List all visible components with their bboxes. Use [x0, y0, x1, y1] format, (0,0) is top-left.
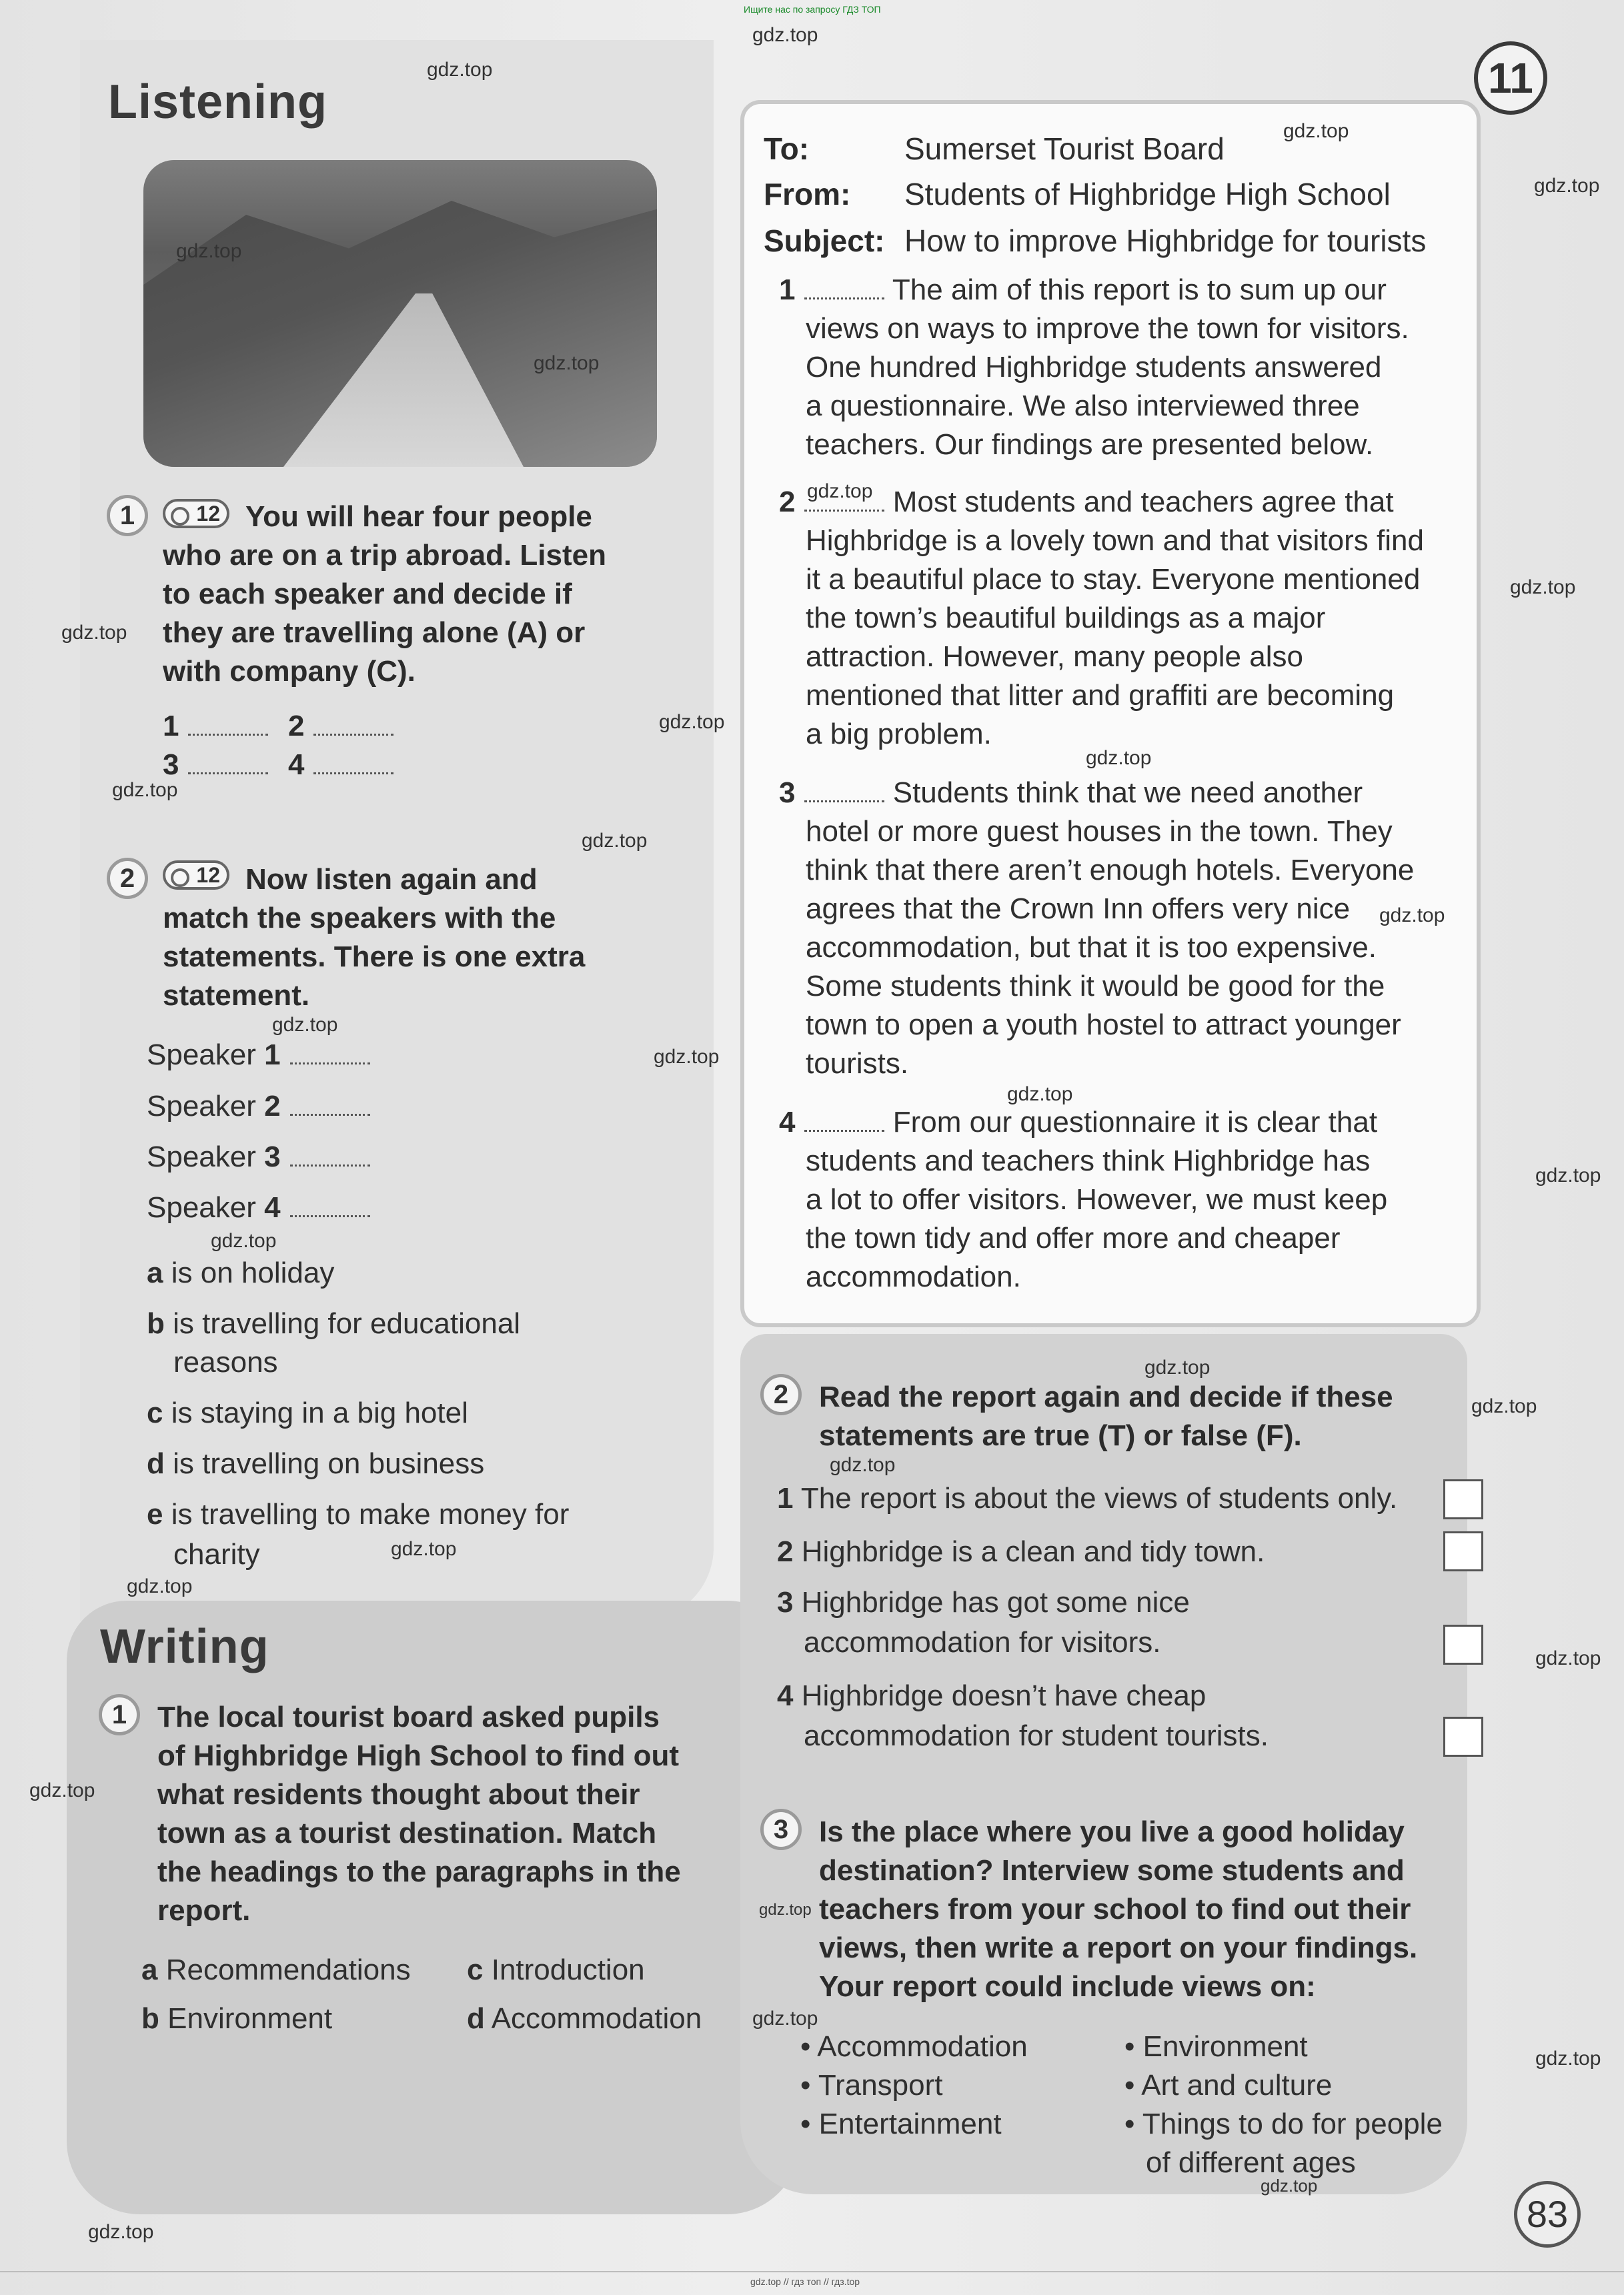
statement-text: Highbridge is a clean and tidy town. — [801, 1535, 1265, 1568]
paragraph-text: Most students and teachers agree that — [892, 486, 1394, 518]
paragraph-line: agrees that the Crown Inn offers very nice — [806, 892, 1351, 925]
option-letter: e — [147, 1498, 163, 1531]
speaker-number: 1 — [264, 1038, 281, 1071]
speaker-row[interactable] — [147, 1138, 370, 1177]
writing-task1-number: 1 — [99, 1694, 140, 1735]
option-b-continued: reasons — [173, 1346, 278, 1379]
paragraph-line: attraction. However, many people also — [806, 640, 1303, 673]
right-task3-line: destination? Interview some students and — [819, 1854, 1405, 1887]
cd-track-icon: 12 — [163, 860, 229, 890]
speaker-label: Speaker — [147, 1038, 256, 1071]
bullet-text: Environment — [1142, 2030, 1308, 2063]
writing-task1-line: the headings to the paragraphs in the — [157, 1855, 681, 1888]
heading-text: Introduction — [491, 1954, 645, 1986]
right-task3-number: 3 — [760, 1809, 802, 1850]
writing-task1-line: The local tourist board asked pupils — [157, 1701, 660, 1733]
answer-blank[interactable] — [188, 768, 268, 774]
statement-text: Highbridge has got some nice — [801, 1586, 1190, 1619]
statement-number: 2 — [777, 1535, 794, 1568]
statement-text: The report is about the views of students only. — [800, 1482, 1398, 1515]
option-c — [147, 1394, 468, 1433]
report-from-label: From: — [764, 177, 851, 211]
statement-3-continued: accommodation for visitors. — [804, 1626, 1161, 1659]
paragraph-number: 1 — [779, 273, 796, 306]
paragraph-text: From our questionnaire it is clear that — [892, 1106, 1378, 1138]
answer-label: 4 — [288, 748, 305, 781]
statement-number: 3 — [777, 1586, 794, 1619]
option-text: is travelling on business — [173, 1447, 485, 1480]
paragraph-3-first-line[interactable] — [779, 774, 1363, 812]
watermark: gdz.top — [211, 1230, 277, 1252]
listening-task2-line: match the speakers with the — [163, 902, 556, 934]
paragraph-line: hotel or more guest houses in the town. They — [806, 815, 1393, 848]
listening-task1-line: to each speaker and decide if — [163, 578, 572, 610]
watermark: gdz.top — [654, 1046, 720, 1068]
paragraph-line: think that there aren’t enough hotels. Everyone — [806, 854, 1415, 886]
paragraph-text: Students think that we need another — [892, 776, 1363, 809]
top-caption: Ищите нас по запросу ГДЗ ТОП — [744, 4, 881, 15]
paragraph-text: The aim of this report is to sum up our — [892, 273, 1387, 306]
option-letter: d — [147, 1447, 165, 1480]
right-task2-number: 2 — [760, 1374, 802, 1415]
option-a — [147, 1254, 334, 1293]
true-false-box[interactable] — [1443, 1479, 1483, 1519]
heading-letter: a — [141, 1954, 158, 1986]
statement-4 — [777, 1677, 1206, 1715]
heading-text: Environment — [167, 2002, 333, 2035]
report-to-value: Sumerset Tourist Board — [904, 131, 1225, 166]
writing-task1-line: report. — [157, 1894, 251, 1927]
paragraph-line: One hundred Highbridge students answered — [806, 351, 1382, 384]
paragraph-line: a questionnaire. We also interviewed three — [806, 390, 1360, 422]
answer-slot[interactable] — [288, 746, 393, 784]
paragraph-number: 4 — [779, 1106, 796, 1138]
heading-option — [141, 2000, 332, 2038]
watermark: gdz.top — [1086, 747, 1152, 769]
statement-4-continued: accommodation for student tourists. — [804, 1719, 1269, 1752]
listening-task2-number: 2 — [107, 858, 148, 899]
paragraph-line: mentioned that litter and graffiti are becoming — [806, 679, 1395, 712]
paragraph-line: a lot to offer visitors. However, we must keep — [806, 1183, 1388, 1216]
right-task2-line: statements are true (T) or false (F). — [819, 1419, 1302, 1452]
answer-label: 1 — [163, 710, 179, 742]
option-text: is staying in a big hotel — [171, 1397, 468, 1429]
watermark: gdz.top — [1007, 1083, 1073, 1105]
option-e-continued: charity — [173, 1538, 260, 1571]
option-text: is travelling for educational — [173, 1307, 521, 1340]
watermark: gdz.top — [88, 2221, 154, 2243]
cd-track-icon: 12 — [163, 499, 229, 528]
bullet-text: Things to do for people — [1142, 2108, 1443, 2140]
paragraph-4-first-line[interactable] — [779, 1103, 1377, 1142]
paragraph-number: 3 — [779, 776, 796, 809]
answer-label: 2 — [288, 710, 305, 742]
right-task3-line: Your report could include views on: — [819, 1970, 1316, 2003]
speaker-blank[interactable] — [290, 1160, 370, 1167]
paragraph-line: a big problem. — [806, 718, 992, 750]
listening-task2-line: statements. There is one extra — [163, 940, 586, 973]
speaker-row[interactable] — [147, 1087, 370, 1126]
watermark: gdz.top — [534, 352, 600, 374]
writing-task1-line: what residents thought about their — [157, 1778, 640, 1811]
watermark: gdz.top — [1535, 1165, 1601, 1187]
unit-number-badge: 11 — [1474, 41, 1547, 115]
paragraph-heading-blank[interactable] — [804, 293, 884, 299]
watermark: gdz.top — [272, 1014, 338, 1036]
paragraph-heading-blank[interactable] — [804, 1125, 884, 1132]
paragraph-line: town to open a youth hostel to attract younger — [806, 1008, 1401, 1041]
option-text: is on holiday — [171, 1257, 335, 1289]
paragraph-line: the town tidy and offer more and cheaper — [806, 1222, 1341, 1255]
speaker-blank[interactable] — [290, 1211, 370, 1217]
watermark: gdz.top — [1283, 120, 1349, 142]
watermark: gdz.top — [1261, 2176, 1318, 2196]
watermark: gdz.top — [176, 240, 242, 262]
watermark: gdz.top — [391, 1538, 457, 1560]
speaker-row[interactable] — [147, 1189, 370, 1227]
bullet-item: • Environment — [1124, 2030, 1308, 2063]
speaker-row[interactable] — [147, 1036, 370, 1074]
watermark: gdz.top — [582, 830, 648, 852]
speaker-blank[interactable] — [290, 1058, 370, 1064]
watermark: gdz.top — [752, 2008, 818, 2030]
paragraph-heading-blank[interactable] — [804, 796, 884, 802]
right-task3-line: views, then write a report on your findings. — [819, 1932, 1418, 1964]
great-wall-photo — [143, 160, 657, 467]
option-d — [147, 1445, 484, 1483]
heading-letter: d — [467, 2002, 485, 2035]
writing-task1-line: town as a tourist destination. Match — [157, 1817, 657, 1849]
paragraph-line: tourists. — [806, 1047, 909, 1080]
option-letter: c — [147, 1397, 163, 1429]
listening-task1-line: who are on a trip abroad. Listen — [163, 539, 606, 572]
page-bottom-divider — [0, 2271, 1624, 2272]
answer-blank[interactable] — [313, 768, 393, 774]
bullet-item: • Things to do for people — [1124, 2108, 1443, 2140]
watermark: gdz.top — [427, 59, 493, 81]
speaker-blank[interactable] — [290, 1109, 370, 1116]
option-text: is travelling to make money for — [171, 1498, 570, 1531]
paragraph-line: Highbridge is a lovely town and that visitors find — [806, 524, 1424, 557]
watermark: gdz.top — [1535, 1647, 1601, 1669]
bullet-item: • Transport — [800, 2069, 943, 2102]
heading-option — [141, 1951, 411, 1990]
bullet-text: Accommodation — [817, 2030, 1028, 2063]
watermark: gdz.top — [29, 1779, 95, 1801]
paragraph-line: accommodation, but that it is too expensive. — [806, 931, 1377, 964]
option-letter: a — [147, 1257, 163, 1289]
speaker-label: Speaker — [147, 1140, 256, 1173]
watermark: gdz.top — [752, 24, 818, 46]
true-false-box[interactable] — [1443, 1717, 1483, 1757]
watermark: gdz.top — [759, 1901, 812, 1919]
option-b — [147, 1305, 520, 1343]
paragraph-number: 2 — [779, 486, 796, 518]
statement-1 — [777, 1479, 1397, 1518]
report-from-value: Students of Highbridge High School — [904, 177, 1391, 211]
answer-blank[interactable] — [313, 729, 393, 736]
speaker-number: 3 — [264, 1140, 281, 1173]
listening-task2-line: Now listen again and — [245, 863, 538, 896]
option-e — [147, 1495, 569, 1534]
watermark: gdz.top — [807, 480, 873, 502]
listening-task1-line: You will hear four people — [245, 500, 592, 533]
speaker-number: 4 — [264, 1191, 281, 1224]
watermark: gdz.top — [127, 1575, 193, 1597]
bullet-item-continued: of different ages — [1146, 2146, 1356, 2179]
paragraph-line: Some students think it would be good for the — [806, 970, 1385, 1002]
writing-task1-line: of Highbridge High School to find out — [157, 1739, 680, 1772]
watermark: gdz.top — [61, 622, 127, 644]
heading-option — [467, 2000, 702, 2038]
paragraph-heading-blank[interactable] — [804, 505, 884, 512]
statement-number: 4 — [777, 1679, 794, 1712]
paragraph-line: students and teachers think Highbridge has — [806, 1144, 1371, 1177]
right-task2-line: Read the report again and decide if these — [819, 1381, 1393, 1413]
statement-number: 1 — [777, 1482, 794, 1515]
answer-slot[interactable] — [163, 746, 268, 784]
speaker-label: Speaker — [147, 1090, 256, 1122]
heading-text: Recommendations — [165, 1954, 411, 1986]
paragraph-line: teachers. Our findings are presented below. — [806, 428, 1374, 461]
heading-option — [467, 1951, 645, 1990]
bullet-text: Art and culture — [1141, 2069, 1333, 2102]
right-task3-line: Is the place where you live a good holiday — [819, 1815, 1405, 1848]
answer-blank[interactable] — [188, 729, 268, 736]
watermark: gdz.top — [1471, 1395, 1537, 1417]
bullet-text: Transport — [818, 2069, 943, 2102]
watermark: gdz.top — [1510, 576, 1576, 598]
speaker-label: Speaker — [147, 1191, 256, 1224]
bottom-caption: gdz.top // гдз топ // гдз.top — [750, 2276, 860, 2287]
statement-2 — [777, 1533, 1265, 1571]
listening-task2-line: statement. — [163, 979, 310, 1012]
true-false-box[interactable] — [1443, 1531, 1483, 1571]
report-subject-label: Subject: — [764, 223, 885, 258]
listening-task1-line: with company (C). — [163, 655, 416, 688]
page-number: 83 — [1514, 2181, 1581, 2248]
statement-3 — [777, 1583, 1190, 1622]
listening-task1-line: they are travelling alone (A) or — [163, 616, 586, 649]
report-subject-value: How to improve Highbridge for tourists — [904, 223, 1427, 258]
paragraph-line: views on ways to improve the town for visitors. — [806, 312, 1409, 345]
report-to-label: To: — [764, 131, 810, 166]
bullet-item: • Art and culture — [1124, 2069, 1333, 2102]
paragraph-line: it a beautiful place to stay. Everyone mentioned — [806, 563, 1421, 596]
bullet-item: • Accommodation — [800, 2030, 1028, 2063]
answer-slot[interactable] — [163, 707, 268, 746]
watermark: gdz.top — [659, 711, 725, 733]
heading-letter: c — [467, 1954, 484, 1986]
statement-text: Highbridge doesn’t have cheap — [801, 1679, 1206, 1712]
heading-letter: b — [141, 2002, 159, 2035]
option-letter: b — [147, 1307, 165, 1340]
bullet-item: • Entertainment — [800, 2108, 1002, 2140]
watermark: gdz.top — [830, 1454, 896, 1476]
paragraph-line: accommodation. — [806, 1261, 1021, 1293]
speaker-number: 2 — [264, 1090, 281, 1122]
writing-title: Writing — [100, 1620, 269, 1673]
listening-title: Listening — [108, 75, 327, 129]
heading-text: Accommodation — [491, 2002, 702, 2035]
true-false-box[interactable] — [1443, 1625, 1483, 1665]
watermark: gdz.top — [1379, 904, 1445, 926]
answer-slot[interactable] — [288, 707, 393, 746]
bullet-text: Entertainment — [818, 2108, 1002, 2140]
watermark: gdz.top — [1535, 2048, 1601, 2070]
paragraph-1-first-line[interactable] — [779, 271, 1387, 309]
watermark: gdz.top — [1534, 175, 1600, 197]
listening-task1-number: 1 — [107, 495, 148, 536]
watermark: gdz.top — [1144, 1357, 1210, 1379]
watermark: gdz.top — [112, 779, 178, 801]
right-task3-line: teachers from your school to find out their — [819, 1893, 1411, 1926]
answer-label: 3 — [163, 748, 179, 781]
paragraph-line: the town’s beautiful buildings as a major — [806, 602, 1326, 634]
